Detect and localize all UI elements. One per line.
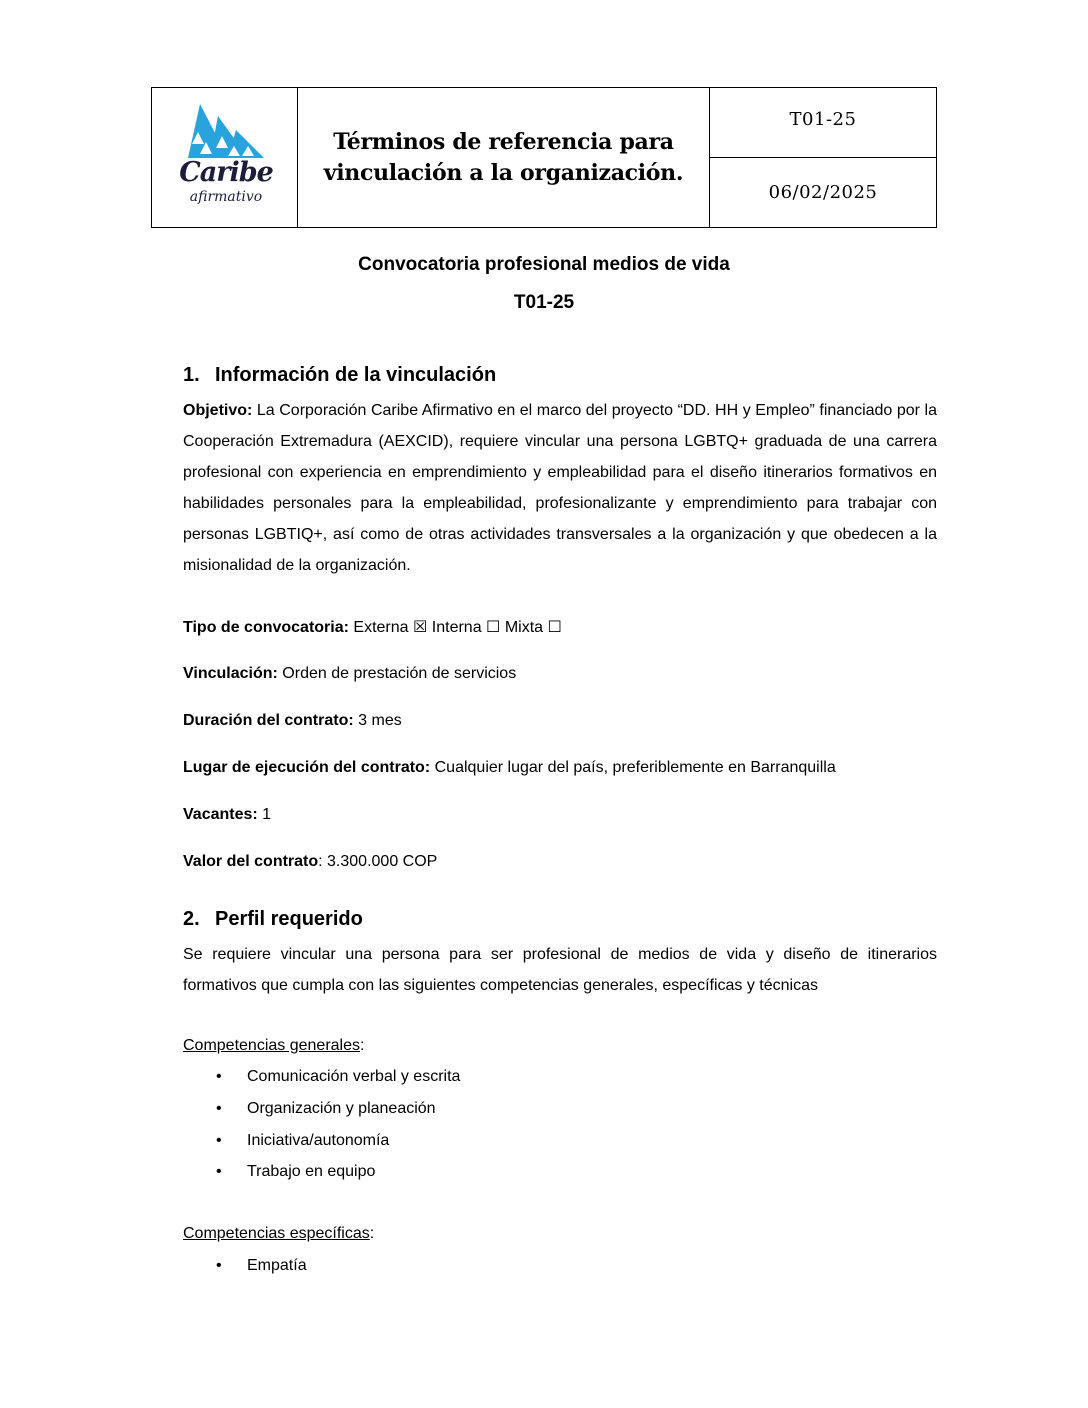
- logo-wordmark: Caribe: [179, 157, 273, 188]
- section1-number: 1.: [183, 364, 200, 386]
- generales-heading: Competencias generales:: [183, 1037, 365, 1054]
- valor: [183, 853, 437, 871]
- list-item: [216, 1163, 375, 1181]
- list-item-text: Organización y planeación: [247, 1100, 436, 1117]
- objetivo-label: Objetivo:: [183, 402, 253, 419]
- list-item-text: Trabajo en equipo: [247, 1163, 376, 1180]
- lugar-value: Cualquier lugar del país, preferiblemente en Barranquilla: [434, 759, 836, 776]
- duracion-label: Duración del contrato:: [183, 712, 354, 729]
- list-item: [216, 1100, 436, 1118]
- lugar: [183, 759, 836, 777]
- main-title: Convocatoria profesional medios de vida: [358, 254, 730, 275]
- code-cell: [710, 88, 936, 158]
- objetivo-text: La Corporación Caribe Afirmativo en el marco del proyecto “DD. HH y Empleo” financiado por la Cooperación Extremadura (AEXCID), requiere vincular una persona LGBTQ+ graduada de una carrera profesional con experiencia en emprendimiento y empleabilidad para el diseño itinerarios formativos en habilidades personales para la empleabilidad, profesionalizante y emprendimiento para trabajar con personas LGBTIQ+, así como de otras actividades transversales a la organización y que obedecen a la misionalidad de la organización.: [183, 402, 937, 574]
- vacantes: [183, 806, 271, 824]
- list-item-text: Empatía: [247, 1257, 307, 1274]
- logo-subtext: afirmativo: [189, 189, 263, 205]
- document-title-line1: Términos de referencia para: [333, 128, 674, 155]
- header-table: [151, 87, 937, 228]
- tipo-label: Tipo de convocatoria:: [183, 619, 349, 636]
- vacantes-label: Vacantes:: [183, 806, 258, 823]
- generales-label: Competencias generales: [183, 1037, 360, 1054]
- document-date: 06/02/2025: [768, 182, 878, 203]
- bullet-icon: •: [216, 1132, 222, 1149]
- perfil-intro: Se requiere vincular una persona para ser profesional de medios de vida y diseño de itinerarios formativos que cumpla con las siguientes competencias generales, específicas y técnicas: [183, 946, 937, 994]
- list-item-text: Comunicación verbal y escrita: [247, 1068, 461, 1085]
- document-code: T01-25: [789, 109, 857, 130]
- list-item: [216, 1068, 460, 1086]
- date-cell: [710, 158, 936, 227]
- meta-cell: [710, 88, 936, 227]
- tipo-value: Externa ☒ Interna ☐ Mixta ☐: [353, 619, 562, 636]
- valor-label: Valor del contrato: [183, 853, 319, 870]
- section2-heading: [183, 908, 363, 931]
- especificas-label: Competencias específicas: [183, 1225, 370, 1242]
- document-title: [324, 127, 684, 189]
- caribe-afirmativo-logo: [178, 102, 274, 214]
- tipo-convocatoria: [183, 617, 562, 637]
- bullet-icon: •: [216, 1163, 222, 1180]
- lugar-label: Lugar de ejecución del contrato:: [183, 759, 431, 776]
- list-item-text: Iniciativa/autonomía: [247, 1132, 390, 1149]
- bullet-icon: •: [216, 1068, 222, 1085]
- logo-triangles-icon: [178, 102, 274, 162]
- especificas-heading: Competencias específicas:: [183, 1225, 375, 1242]
- vinculacion: [183, 665, 516, 683]
- vinculacion-label: Vinculación:: [183, 665, 278, 682]
- duracion: [183, 712, 402, 730]
- title-cell: [298, 88, 710, 227]
- document-title-line2: vinculación a la organización.: [323, 159, 684, 186]
- section1-title: Información de la vinculación: [215, 364, 497, 386]
- section2-number: 2.: [183, 908, 200, 930]
- section2-title: Perfil requerido: [215, 908, 363, 930]
- section1-heading: [183, 364, 496, 387]
- bullet-icon: •: [216, 1257, 222, 1274]
- duracion-value: 3 mes: [358, 712, 402, 729]
- objetivo-paragraph: [183, 395, 937, 581]
- vinculacion-value: Orden de prestación de servicios: [282, 665, 517, 682]
- main-code: T01-25: [513, 292, 575, 313]
- bullet-icon: •: [216, 1100, 222, 1117]
- list-item: [216, 1132, 389, 1150]
- list-item: [216, 1257, 307, 1275]
- valor-value: : 3.300.000 COP: [318, 853, 438, 870]
- logo-cell: [152, 88, 298, 227]
- vacantes-value: 1: [262, 806, 272, 823]
